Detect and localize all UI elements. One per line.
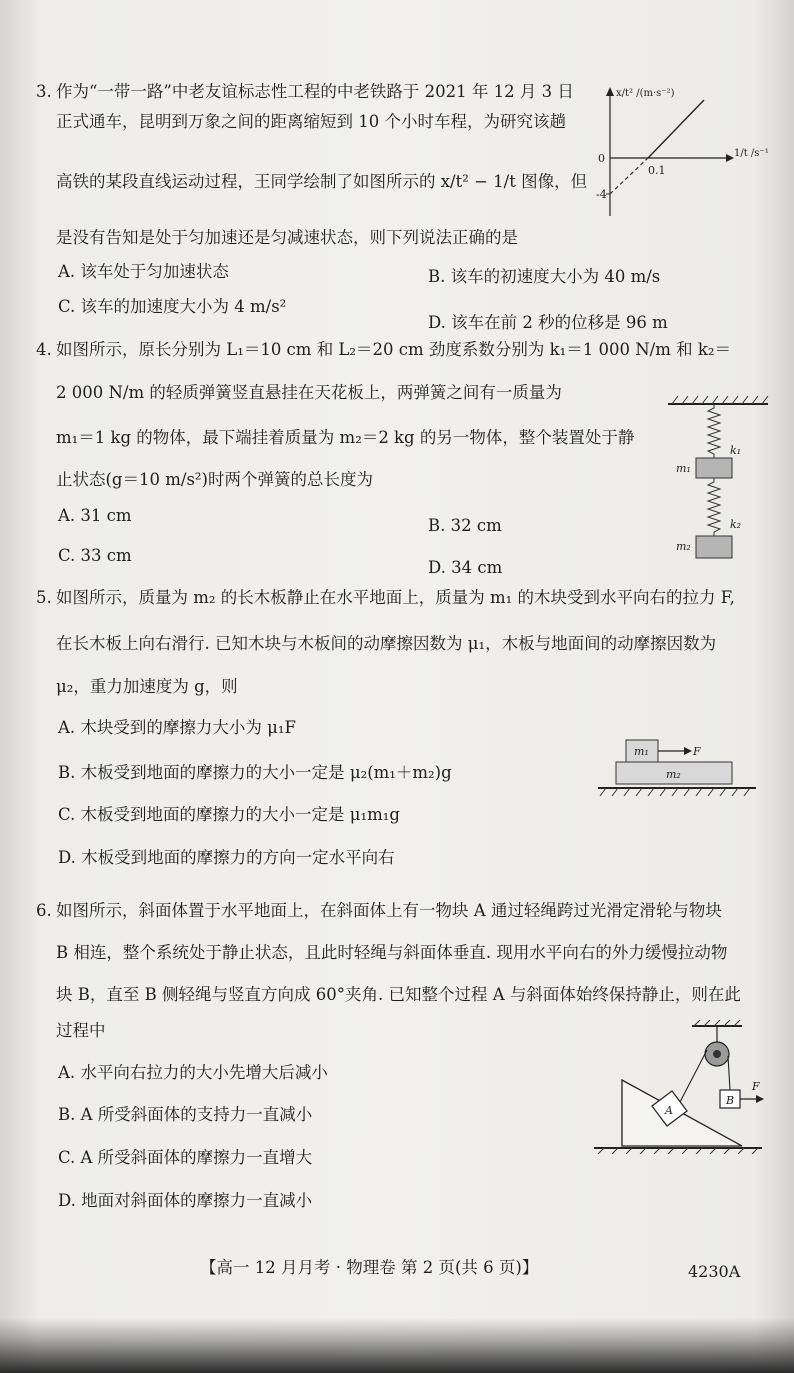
q5-f-label: F (693, 745, 701, 758)
q5-board-figure (596, 732, 762, 802)
q6-number: 6. (36, 901, 52, 920)
q3-graph-x-tick: 0.1 (648, 164, 666, 177)
scan-edge-shadow (0, 1318, 794, 1373)
q5-option-d: D. 木板受到地面的摩擦力的方向一定水平向右 (58, 848, 395, 867)
q3-graph-origin: 0 (598, 152, 605, 165)
q5-line-1: 如图所示，质量为 m₂ 的长木板静止在水平地面上，质量为 m₁ 的木块受到水平向右的拉力 F, (56, 588, 735, 607)
q6-option-b: B. A 所受斜面体的支持力一直减小 (58, 1105, 313, 1124)
q4-option-c: C. 33 cm (58, 546, 132, 565)
q6-line-1: 如图所示，斜面体置于水平地面上，在斜面体上有一物块 A 通过轻绳跨过光滑定滑轮与物块 (56, 901, 722, 920)
q4-m1-label: m₁ (676, 462, 691, 475)
q3-graph-x-label: 1/t /s⁻¹ (734, 148, 769, 159)
q6-incline-figure (592, 1020, 768, 1154)
q3-option-d: D. 该车在前 2 秒的位移是 96 m (428, 313, 668, 332)
q6-a-label: A (665, 1104, 673, 1117)
q4-spring-figure (664, 392, 776, 570)
q6-b-label: B (726, 1094, 735, 1107)
q4-line-1: 如图所示，原长分别为 L₁＝10 cm 和 L₂＝20 cm 劲度系数分别为 k₁＝1 000 N/m 和 k₂＝ (56, 340, 731, 359)
q4-number: 4. (36, 340, 52, 359)
q3-graph-y-label: x/t² /(m·s⁻²) (616, 88, 675, 99)
q5-line-3: μ₂，重力加速度为 g，则 (56, 677, 238, 696)
q3-line-3: 高铁的某段直线运动过程，王同学绘制了如图所示的 x/t² − 1/t 图像，但 (56, 172, 588, 191)
q3-option-b: B. 该车的初速度大小为 40 m/s (428, 267, 661, 286)
q6-option-c: C. A 所受斜面体的摩擦力一直增大 (58, 1148, 313, 1167)
q6-option-a: A. 水平向右拉力的大小先增大后减小 (58, 1063, 328, 1082)
q3-option-a: A. 该车处于匀加速状态 (58, 262, 229, 281)
q4-k2-label: k₂ (730, 518, 742, 531)
q6-line-2: B 相连，整个系统处于静止状态，且此时轻绳与斜面体垂直. 现用水平向右的外力缓慢拉动物 (56, 943, 728, 962)
q4-option-b: B. 32 cm (428, 516, 502, 535)
q3-line-4: 是没有告知是处于匀加速还是匀减速状态，则下列说法正确的是 (56, 228, 518, 247)
q5-option-a: A. 木块受到的摩擦力大小为 μ₁F (58, 718, 296, 737)
q5-option-c: C. 木板受到地面的摩擦力的大小一定是 μ₁m₁g (58, 805, 400, 824)
q5-line-2: 在长木板上向右滑行. 已知木块与木板间的动摩擦因数为 μ₁，木板与地面间的动摩擦因数为 (56, 634, 717, 653)
q3-graph-y-tick: -4 (596, 188, 607, 201)
q5-option-b: B. 木板受到地面的摩擦力的大小一定是 μ₂(m₁＋m₂)g (58, 763, 452, 782)
q3-graph-figure (596, 82, 774, 222)
paper-code: 4230A (688, 1262, 741, 1281)
q6-line-4: 过程中 (56, 1021, 106, 1040)
q4-option-a: A. 31 cm (58, 506, 132, 525)
q3-number: 3. (36, 82, 52, 101)
q6-line-3: 块 B，直至 B 侧轻绳与竖直方向成 60°夹角. 已知整个过程 A 与斜面体始终保持静止，则在此 (56, 985, 741, 1004)
q5-number: 5. (36, 588, 52, 607)
q3-line-2: 正式通车，昆明到万象之间的距离缩短到 10 个小时车程，为研究该趟 (56, 112, 566, 131)
q4-option-d: D. 34 cm (428, 558, 503, 577)
q6-option-d: D. 地面对斜面体的摩擦力一直减小 (58, 1191, 313, 1210)
q3-line-1: 作为“一带一路”中老友谊标志性工程的中老铁路于 2021 年 12 月 3 日 (56, 82, 574, 101)
q4-m2-label: m₂ (676, 540, 691, 553)
q4-line-3: m₁＝1 kg 的物体，最下端挂着质量为 m₂＝2 kg 的另一物体，整个装置处于静 (56, 428, 635, 447)
q6-f-label: F (752, 1080, 760, 1093)
page-footer: 【高一 12 月月考 · 物理卷 第 2 页(共 6 页)】 (200, 1258, 539, 1277)
q4-line-2: 2 000 N/m 的轻质弹簧竖直悬挂在天花板上，两弹簧之间有一质量为 (56, 383, 562, 402)
q4-k1-label: k₁ (730, 444, 742, 457)
q5-m1-label: m₁ (634, 745, 649, 758)
q3-option-c: C. 该车的加速度大小为 4 m/s² (58, 297, 287, 316)
q5-m2-label: m₂ (666, 768, 681, 781)
q4-line-4: 止状态(g＝10 m/s²)时两个弹簧的总长度为 (56, 470, 373, 489)
